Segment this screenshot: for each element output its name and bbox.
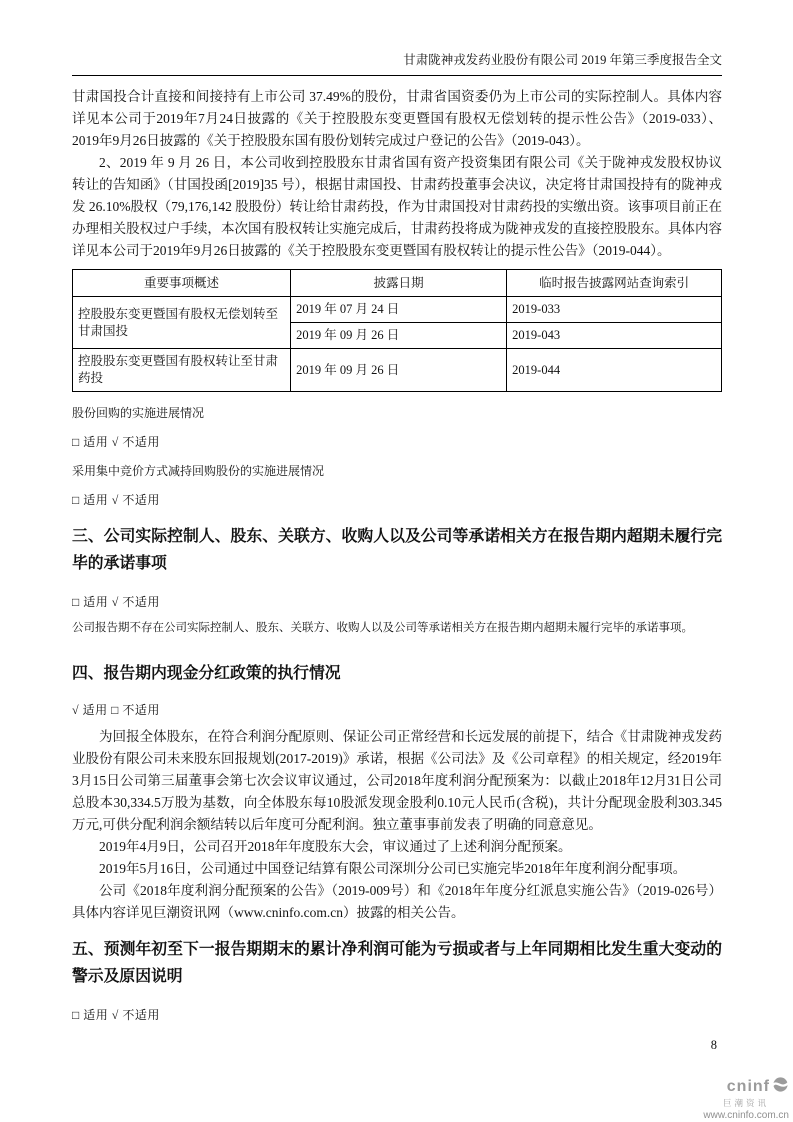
- cninfo-swirl-icon: [772, 1076, 789, 1097]
- table-cell-date-1: 2019 年 07 月 24 日: [291, 297, 507, 323]
- table-cell-index-1: 2019-033: [507, 297, 722, 323]
- cninfo-chinese-name: 巨潮资讯: [722, 1098, 769, 1108]
- section-3-note: 公司报告期不存在公司实际控制人、股东、关联方、收购人以及公司等承诺相关方在报告期内超期未履行完毕的承诺事项。: [72, 622, 693, 634]
- table-header-disclosure-date: 披露日期: [291, 270, 507, 297]
- table-cell-index-3: 2019-044: [507, 349, 722, 392]
- dividend-paragraph-4: 公司《2018年度利润分配预案的公告》（2019-009号）和《2018年年度分红派息实施公告》（2019-026号）具体内容详见巨潮资讯网（www.cninfo.com.cn）披露的相关公告。: [72, 883, 722, 920]
- cninfo-url: www.cninfo.com.cn: [703, 1109, 789, 1121]
- table-header-summary: 重要事项概述: [73, 270, 291, 297]
- table-cell-index-2: 2019-043: [507, 323, 722, 349]
- intro-paragraph-1: 甘肃国投合计直接和间接持有上市公司 37.49%的股份，甘肃省国资委仍为上市公司的实际控制人。具体内容详见本公司于2019年7月24日披露的《关于控股股东变更暨国有股权无偿划转的提示性公告》（2019-033）、2019年9月26日披露的《关于控股股东国有股份划转完成过户登记的公告》（2019-043）。: [72, 89, 722, 148]
- page-header-title: 甘肃陇神戎发药业股份有限公司 2019 年第三季度报告全文: [72, 50, 722, 76]
- dividend-paragraph-2: 2019年4月9日，公司召开2018年年度股东大会，审议通过了上述利润分配预案。: [99, 839, 572, 854]
- table-cell-summary-2: 控股股东变更暨国有股权转让至甘肃药投: [73, 349, 291, 392]
- dividend-paragraph-3: 2019年5月16日，公司通过中国登记结算有限公司深圳分公司已实施完毕2018年年度利润分配事项。: [99, 861, 687, 876]
- buyback-progress-title: 股份回购的实施进展情况: [72, 406, 205, 420]
- section-5-applicability: □ 适用 √ 不适用: [72, 1008, 160, 1022]
- section-4-applicability: √ 适用 □ 不适用: [72, 703, 160, 717]
- table-cell-date-2: 2019 年 09 月 26 日: [291, 323, 507, 349]
- cninfo-logo-row: [703, 1076, 789, 1097]
- table-header-website-index: 临时报告披露网站查询索引: [507, 270, 722, 297]
- cninfo-logo: [703, 1076, 789, 1121]
- table-row: [73, 297, 722, 323]
- dividend-paragraph-1: 为回报全体股东，在符合利润分配原则、保证公司正常经营和长远发展的前提下，结合《甘肃陇神戎发药业股份有限公司未来股东回报规划(2017-2019)》承诺，根据《公司法》及《公司章程》的相关规定，经2019年3月15日公司第三届董事会第七次会议审议通过，公司2018年度利润分配预案为：以截止2018年12月31日公司总股本30,334.5万股为基数，向全体股东每10股派发现金股利0.10元人民币(含税)，共计分配现金股利303.345万元,可供分配利润余额结转以后年度可分配利润。独立董事事前发表了明确的同意意见。: [72, 729, 722, 832]
- section-3-heading: 三、公司实际控制人、股东、关联方、收购人以及公司等承诺相关方在报告期内超期未履行完毕的承诺事项: [72, 528, 722, 572]
- buyback-applicability: □ 适用 √ 不适用: [72, 435, 160, 449]
- page-content: [72, 75, 722, 1023]
- table-cell-date-3: 2019 年 09 月 26 日: [291, 349, 507, 392]
- section-5-heading: 五、预测年初至下一报告期期末的累计净利润可能为亏损或者与上年同期相比发生重大变动的警示及原因说明: [72, 941, 722, 985]
- important-matters-table: [72, 269, 722, 392]
- buyback-reduction-title: 采用集中竞价方式减持回购股份的实施进展情况: [72, 464, 325, 478]
- intro-paragraph-2: 2、2019 年 9 月 26 日，本公司收到控股股东甘肃省国有资产投资集团有限公司《关于陇神戎发股权协议转让的告知函》（甘国投函[2019]35 号），根据甘肃国投、甘肃药投董事会决议，决定将甘肃国投持有的陇神戎发 26.10%股权（79,176,142 股股份）转让给甘肃药投，作为甘肃国投对甘肃药投的实缴出资。该事项目前正在办理相关股权过户手续，本次国有股权转让实施完成后，甘肃药投将成为陇神戎发的直接控股股东。具体内容详见本公司于2019年9月26日披露的《关于控股股东变更暨国有股权转让的提示性公告》（2019-044）。: [72, 155, 722, 258]
- section-3-applicability: □ 适用 √ 不适用: [72, 595, 160, 609]
- page-number: 8: [710, 1038, 717, 1052]
- cninfo-brand-text: cninf: [726, 1077, 770, 1095]
- table-header-row: [73, 270, 722, 297]
- table-cell-summary-1: 控股股东变更暨国有股权无偿划转至甘肃国投: [73, 297, 291, 349]
- table-row: [73, 349, 722, 392]
- buyback-reduction-applicability: □ 适用 √ 不适用: [72, 493, 160, 507]
- section-4-body: [72, 726, 722, 924]
- section-4-heading: 四、报告期内现金分红政策的执行情况: [72, 665, 341, 682]
